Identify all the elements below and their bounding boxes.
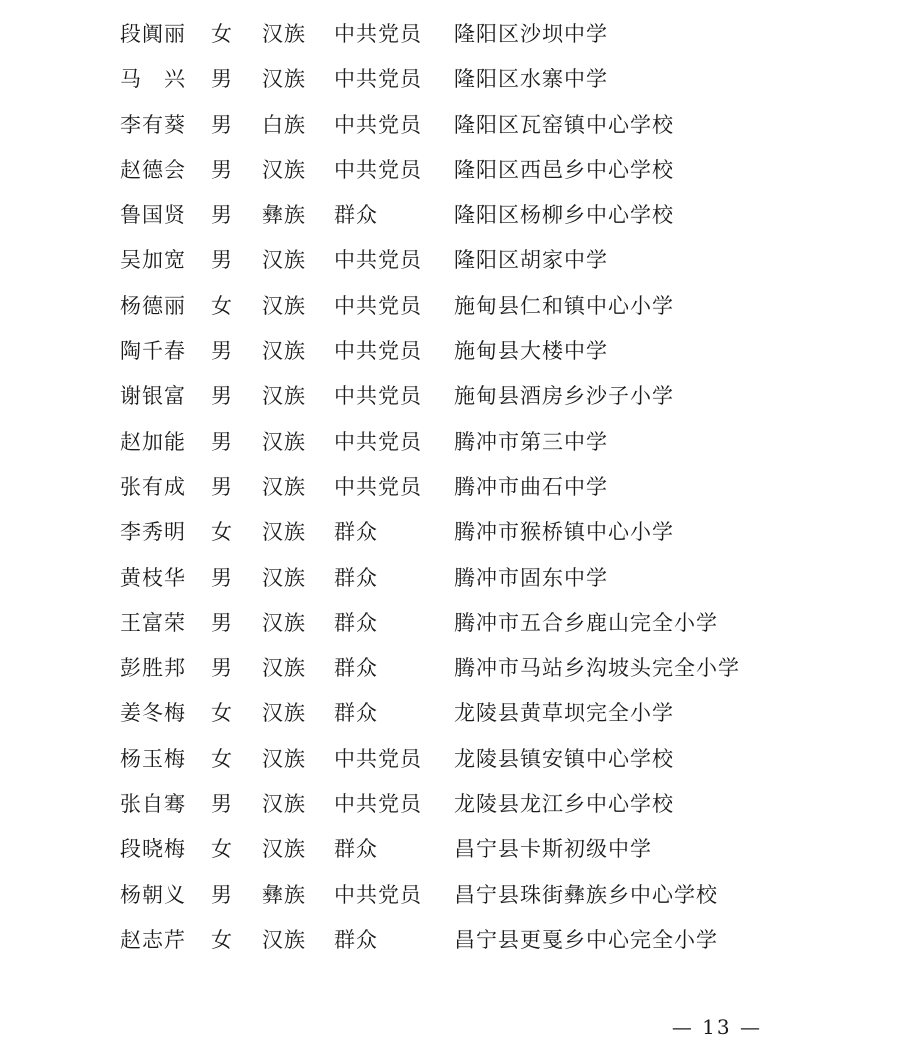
person-name: 王富荣: [120, 610, 186, 635]
person-unit: 腾冲市马站乡沟坡头完全小学: [454, 656, 740, 681]
person-name: 彭胜邦: [120, 656, 186, 681]
list-item: [0, 556, 900, 601]
person-unit: 昌宁县珠街彝族乡中心学校: [454, 882, 718, 907]
person-name: 谢银富: [120, 384, 186, 409]
person-sex: 男: [211, 339, 232, 364]
person-ethnicity: 白族: [262, 112, 306, 137]
list-item: [0, 827, 900, 872]
person-name: 李有葵: [120, 112, 186, 137]
person-name: 赵加能: [120, 429, 186, 454]
person-unit: 施甸县酒房乡沙子小学: [454, 384, 674, 409]
person-ethnicity: 汉族: [262, 746, 306, 771]
list-item: [0, 193, 900, 238]
list-item: [0, 465, 900, 510]
person-sex: 女: [211, 927, 232, 952]
person-sex: 男: [211, 792, 232, 817]
person-ethnicity: 汉族: [262, 701, 306, 726]
person-ethnicity: 汉族: [262, 157, 306, 182]
person-political-status: 中共党员: [334, 293, 422, 318]
person-political-status: 群众: [334, 656, 378, 681]
person-ethnicity: 汉族: [262, 22, 306, 46]
person-sex: 男: [211, 882, 232, 907]
person-sex: 男: [211, 384, 232, 409]
list-item: [0, 646, 900, 691]
person-ethnicity: 汉族: [262, 837, 306, 862]
person-political-status: 群众: [334, 610, 378, 635]
person-name: 赵德会: [120, 157, 186, 182]
person-sex: 男: [211, 656, 232, 681]
person-unit: 隆阳区瓦窑镇中心学校: [454, 112, 674, 137]
person-ethnicity: 汉族: [262, 429, 306, 454]
list-item: [0, 737, 900, 782]
person-political-status: 中共党员: [334, 429, 422, 454]
person-unit: 龙陵县镇安镇中心学校: [454, 746, 674, 771]
person-unit: 昌宁县更戛乡中心完全小学: [454, 927, 718, 952]
person-ethnicity: 汉族: [262, 67, 306, 92]
person-ethnicity: 汉族: [262, 927, 306, 952]
person-political-status: 群众: [334, 203, 378, 228]
person-sex: 男: [211, 429, 232, 454]
person-name: 杨德丽: [120, 293, 186, 318]
person-sex: 女: [211, 293, 232, 318]
page-number: — 13 —: [671, 1015, 762, 1039]
person-political-status: 群众: [334, 701, 378, 726]
list-item: [0, 782, 900, 827]
list-item: [0, 12, 900, 57]
person-political-status: 中共党员: [334, 474, 422, 499]
person-ethnicity: 汉族: [262, 474, 306, 499]
list-item: [0, 873, 900, 918]
person-name: 吴加宽: [120, 248, 186, 273]
person-sex: 男: [211, 565, 232, 590]
person-sex: 男: [211, 610, 232, 635]
person-name: 姜冬梅: [120, 701, 186, 726]
person-unit: 龙陵县龙江乡中心学校: [454, 792, 674, 817]
name-list: [0, 12, 900, 963]
list-item: [0, 601, 900, 646]
person-political-status: 中共党员: [334, 384, 422, 409]
person-ethnicity: 汉族: [262, 520, 306, 545]
person-political-status: 中共党员: [334, 339, 422, 364]
person-unit: 隆阳区沙坝中学: [454, 22, 608, 46]
person-unit: 隆阳区西邑乡中心学校: [454, 157, 674, 182]
person-name: 黄枝华: [120, 565, 186, 590]
list-item: [0, 148, 900, 193]
person-political-status: 中共党员: [334, 248, 422, 273]
person-unit: 腾冲市五合乡鹿山完全小学: [454, 610, 718, 635]
person-name: 杨玉梅: [120, 746, 186, 771]
list-item: [0, 103, 900, 148]
person-name: 杨朝义: [120, 882, 186, 907]
person-political-status: 群众: [334, 565, 378, 590]
person-political-status: 中共党员: [334, 792, 422, 817]
person-ethnicity: 汉族: [262, 339, 306, 364]
list-item: [0, 510, 900, 555]
person-unit: 施甸县仁和镇中心小学: [454, 293, 674, 318]
person-political-status: 中共党员: [334, 67, 422, 92]
person-sex: 女: [211, 701, 232, 726]
person-name: 马 兴: [120, 67, 186, 92]
person-unit: 腾冲市第三中学: [454, 429, 608, 454]
list-item: [0, 374, 900, 419]
person-unit: 腾冲市猴桥镇中心小学: [454, 520, 674, 545]
person-name: 段阗丽: [120, 22, 186, 46]
person-political-status: 中共党员: [334, 882, 422, 907]
person-sex: 女: [211, 22, 232, 46]
person-sex: 男: [211, 157, 232, 182]
list-item: [0, 420, 900, 465]
person-name: 李秀明: [120, 520, 186, 545]
person-sex: 男: [211, 67, 232, 92]
person-unit: 昌宁县卡斯初级中学: [454, 837, 652, 862]
person-unit: 施甸县大楼中学: [454, 339, 608, 364]
person-sex: 男: [211, 248, 232, 273]
list-item: [0, 691, 900, 736]
person-ethnicity: 彝族: [262, 882, 306, 907]
person-name: 赵志芹: [120, 927, 186, 952]
person-ethnicity: 彝族: [262, 203, 306, 228]
person-ethnicity: 汉族: [262, 565, 306, 590]
person-unit: 隆阳区水寨中学: [454, 67, 608, 92]
person-political-status: 中共党员: [334, 746, 422, 771]
person-name: 陶千春: [120, 339, 186, 364]
person-unit: 隆阳区杨柳乡中心学校: [454, 203, 674, 228]
person-name: 张自骞: [120, 792, 186, 817]
person-political-status: 中共党员: [334, 157, 422, 182]
person-political-status: 中共党员: [334, 112, 422, 137]
person-name: 张有成: [120, 474, 186, 499]
person-ethnicity: 汉族: [262, 384, 306, 409]
person-sex: 女: [211, 520, 232, 545]
list-item: [0, 238, 900, 283]
person-sex: 男: [211, 203, 232, 228]
person-political-status: 群众: [334, 520, 378, 545]
person-sex: 男: [211, 112, 232, 137]
list-item: [0, 329, 900, 374]
person-unit: 腾冲市曲石中学: [454, 474, 608, 499]
person-political-status: 群众: [334, 837, 378, 862]
list-item: [0, 284, 900, 329]
person-political-status: 中共党员: [334, 22, 422, 46]
list-item: [0, 57, 900, 102]
person-ethnicity: 汉族: [262, 293, 306, 318]
person-sex: 男: [211, 474, 232, 499]
person-unit: 隆阳区胡家中学: [454, 248, 608, 273]
person-ethnicity: 汉族: [262, 248, 306, 273]
person-unit: 龙陵县黄草坝完全小学: [454, 701, 674, 726]
person-ethnicity: 汉族: [262, 792, 306, 817]
person-political-status: 群众: [334, 927, 378, 952]
person-unit: 腾冲市固东中学: [454, 565, 608, 590]
person-ethnicity: 汉族: [262, 656, 306, 681]
person-sex: 女: [211, 746, 232, 771]
person-sex: 女: [211, 837, 232, 862]
person-name: 鲁国贤: [120, 203, 186, 228]
person-ethnicity: 汉族: [262, 610, 306, 635]
person-name: 段晓梅: [120, 837, 186, 862]
list-item: [0, 918, 900, 963]
